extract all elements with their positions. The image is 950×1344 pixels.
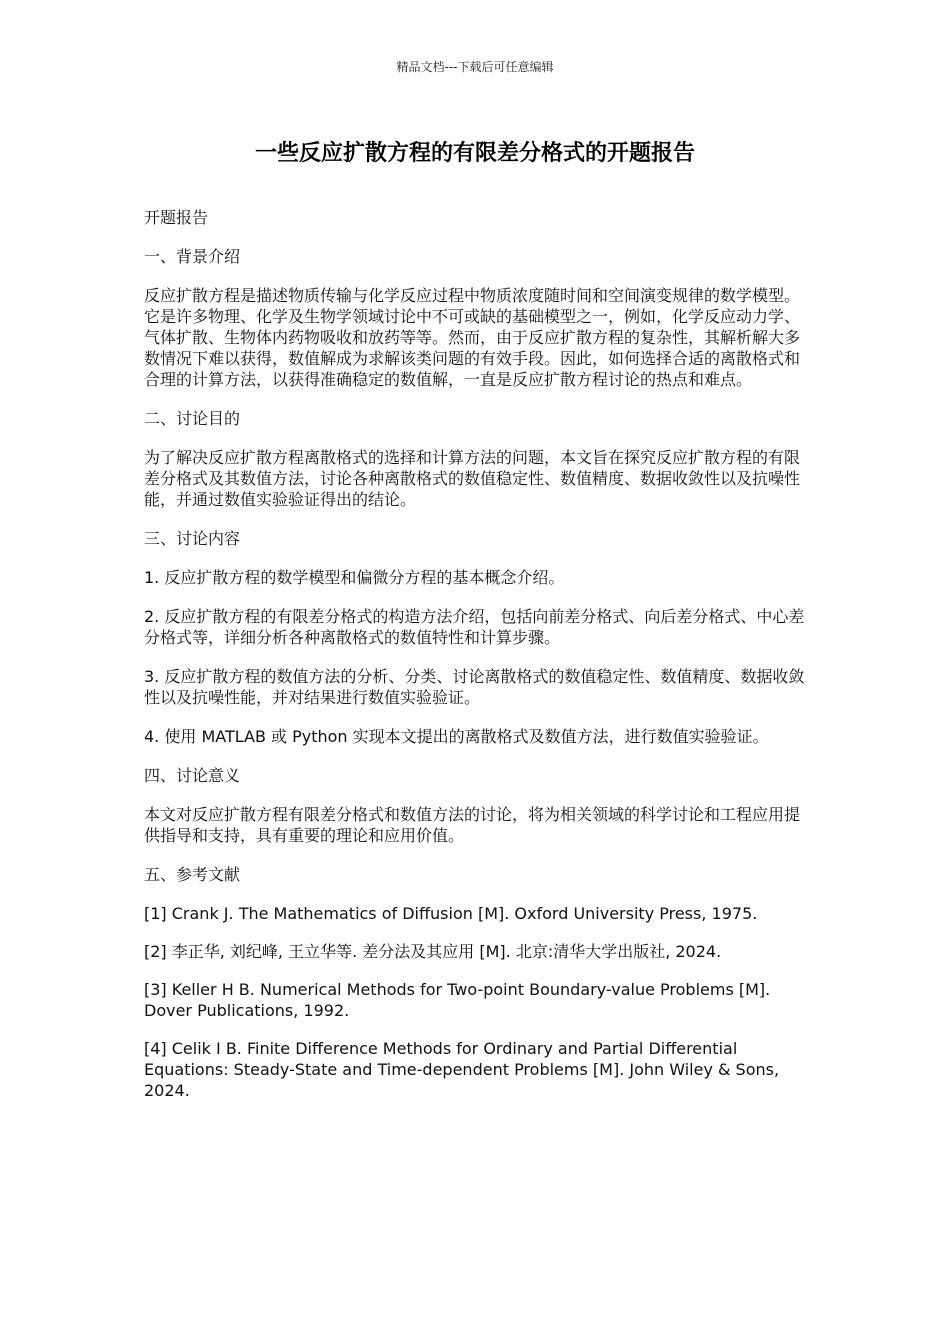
paragraph-purpose: 为了解决反应扩散方程离散格式的选择和计算方法的问题，本文旨在探究反应扩散方程的有限差分格式及其数值方法，讨论各种离散格式的数值稳定性、数值精度、数据收敛性以及抗噪性能，并通过数值实验验证得出的结论。: [144, 448, 801, 509]
heading-significance: 四、讨论意义: [144, 766, 241, 785]
heading-purpose: 二、讨论目的: [144, 409, 241, 428]
heading-content: 三、讨论内容: [144, 529, 241, 548]
paragraph-significance: 本文对反应扩散方程有限差分格式和数值方法的讨论，将为相关领域的科学讨论和工程应用提供指导和支持，具有重要的理论和应用价值。: [144, 805, 801, 845]
content-item-3: 3. 反应扩散方程的数值方法的分析、分类、讨论离散格式的数值稳定性、数值精度、数据收敛性以及抗噪性能，并对结果进行数值实验验证。: [144, 667, 805, 707]
heading-background: 一、背景介绍: [144, 247, 241, 266]
paragraph-background: 反应扩散方程是描述物质传输与化学反应过程中物质浓度随时间和空间演变规律的数学模型。它是许多物理、化学及生物学领域讨论中不可或缺的基础模型之一，例如，化学反应动力学、气体扩散、生物体内药物吸收和放药等等。然而，由于反应扩散方程的复杂性，其解析解大多数情况下难以获得，数值解成为求解该类问题的有效手段。因此，如何选择合适的离散格式和合理的计算方法，以获得准确稳定的数值解，一直是反应扩散方程讨论的热点和难点。: [144, 286, 801, 389]
content-item-1: 1. 反应扩散方程的数学模型和偏微分方程的基本概念介绍。: [144, 568, 565, 587]
reference-4: [4] Celik I B. Finite Difference Methods for Ordinary and Partial Differential Equations: Steady-State and Time-dependent Problems [M]. John Wiley & Sons, 2024.: [144, 1039, 780, 1100]
content-item-2: 2. 反应扩散方程的有限差分格式的构造方法介绍，包括向前差分格式、向后差分格式、中心差分格式等，详细分析各种离散格式的数值特性和计算步骤。: [144, 607, 805, 647]
reference-3: [3] Keller H B. Numerical Methods for Two-point Boundary-value Problems [M]. Dover Publications, 1992.: [144, 980, 771, 1020]
content-item-4: 4. 使用 MATLAB 或 Python 实现本文提出的离散格式及数值方法，进行数值实验验证。: [144, 727, 769, 746]
document-title: 一些反应扩散方程的有限差分格式的开题报告: [254, 141, 695, 166]
section-label-report: 开题报告: [144, 208, 209, 227]
reference-1: [1] Crank J. The Mathematics of Diffusion [M]. Oxford University Press, 1975.: [144, 904, 758, 923]
document-body: [144, 207, 810, 1118]
reference-2: [2] 李正华, 刘纪峰, 王立华等. 差分法及其应用 [M]. 北京:清华大学出版社, 2024.: [144, 942, 722, 961]
header-note: 精品文档---下载后可任意编辑: [396, 60, 554, 74]
heading-references: 五、参考文献: [144, 865, 241, 884]
